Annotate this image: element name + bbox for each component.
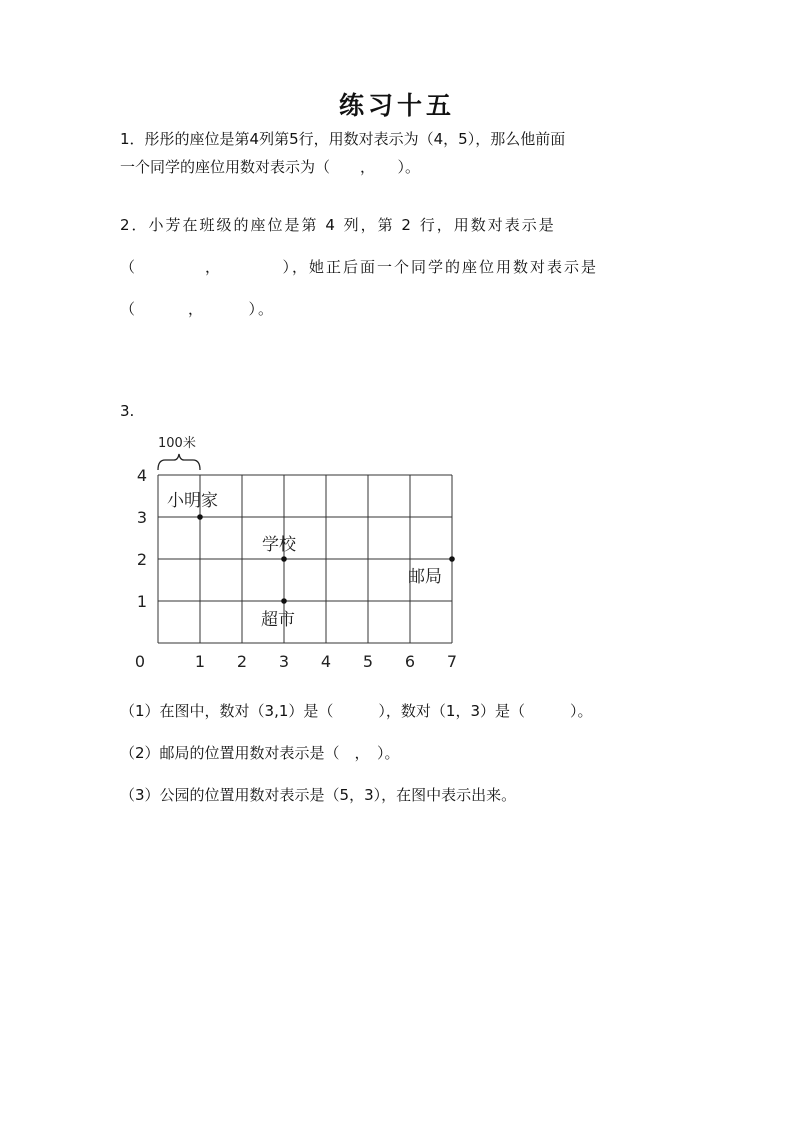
x-tick-label: 5 — [362, 652, 374, 671]
question-2-line-1: 2．小芳在班级的座位是第 4 列，第 2 行，用数对表示是 — [120, 216, 556, 234]
scale-label: 100米 — [158, 436, 196, 451]
x-tick-label: 2 — [236, 652, 248, 671]
question-3-sub-3: （3）公园的位置用数对表示是（5，3），在图中表示出来。 — [120, 786, 517, 804]
place-label: 学校 — [262, 535, 296, 555]
place-point — [197, 514, 203, 520]
place-label: 超市 — [261, 610, 295, 630]
question-2-line-2: （ ， ），她正后面一个同学的座位用数对表示是 — [120, 258, 599, 276]
x-tick-label: 6 — [404, 652, 416, 671]
question-3-sub-1: （1）在图中，数对（3,1）是（ ），数对（1，3）是（ ）。 — [120, 702, 593, 720]
place-point — [281, 556, 287, 562]
place-label: 小明家 — [167, 491, 218, 511]
question-3-sub-2: （2）邮局的位置用数对表示是（ ， ）。 — [120, 744, 400, 762]
x-tick-label: 7 — [446, 652, 458, 671]
x-tick-label: 4 — [320, 652, 332, 671]
question-1-line-2: 一个同学的座位用数对表示为（ ， ）。 — [120, 158, 421, 176]
y-tick-label: 2 — [136, 550, 148, 569]
question-1-line-1: 1．彤彤的座位是第4列第5行，用数对表示为（4，5），那么他前面 — [120, 130, 566, 148]
y-tick-label: 4 — [136, 466, 148, 485]
question-2-line-3: （ ， ）。 — [120, 300, 276, 318]
x-tick-label: 3 — [278, 652, 290, 671]
place-point — [281, 598, 287, 604]
place-label: 邮局 — [408, 567, 442, 587]
coordinate-grid — [125, 430, 485, 680]
place-point — [449, 556, 455, 562]
scale-brace — [158, 435, 200, 470]
page-title: 练习十五 — [338, 91, 455, 120]
x-tick-label: 0 — [134, 652, 146, 671]
question-3-label: 3. — [120, 402, 135, 420]
x-tick-label: 1 — [194, 652, 206, 671]
y-tick-label: 3 — [136, 508, 148, 527]
y-tick-label: 1 — [136, 592, 148, 611]
scale-brace-icon — [158, 454, 200, 470]
